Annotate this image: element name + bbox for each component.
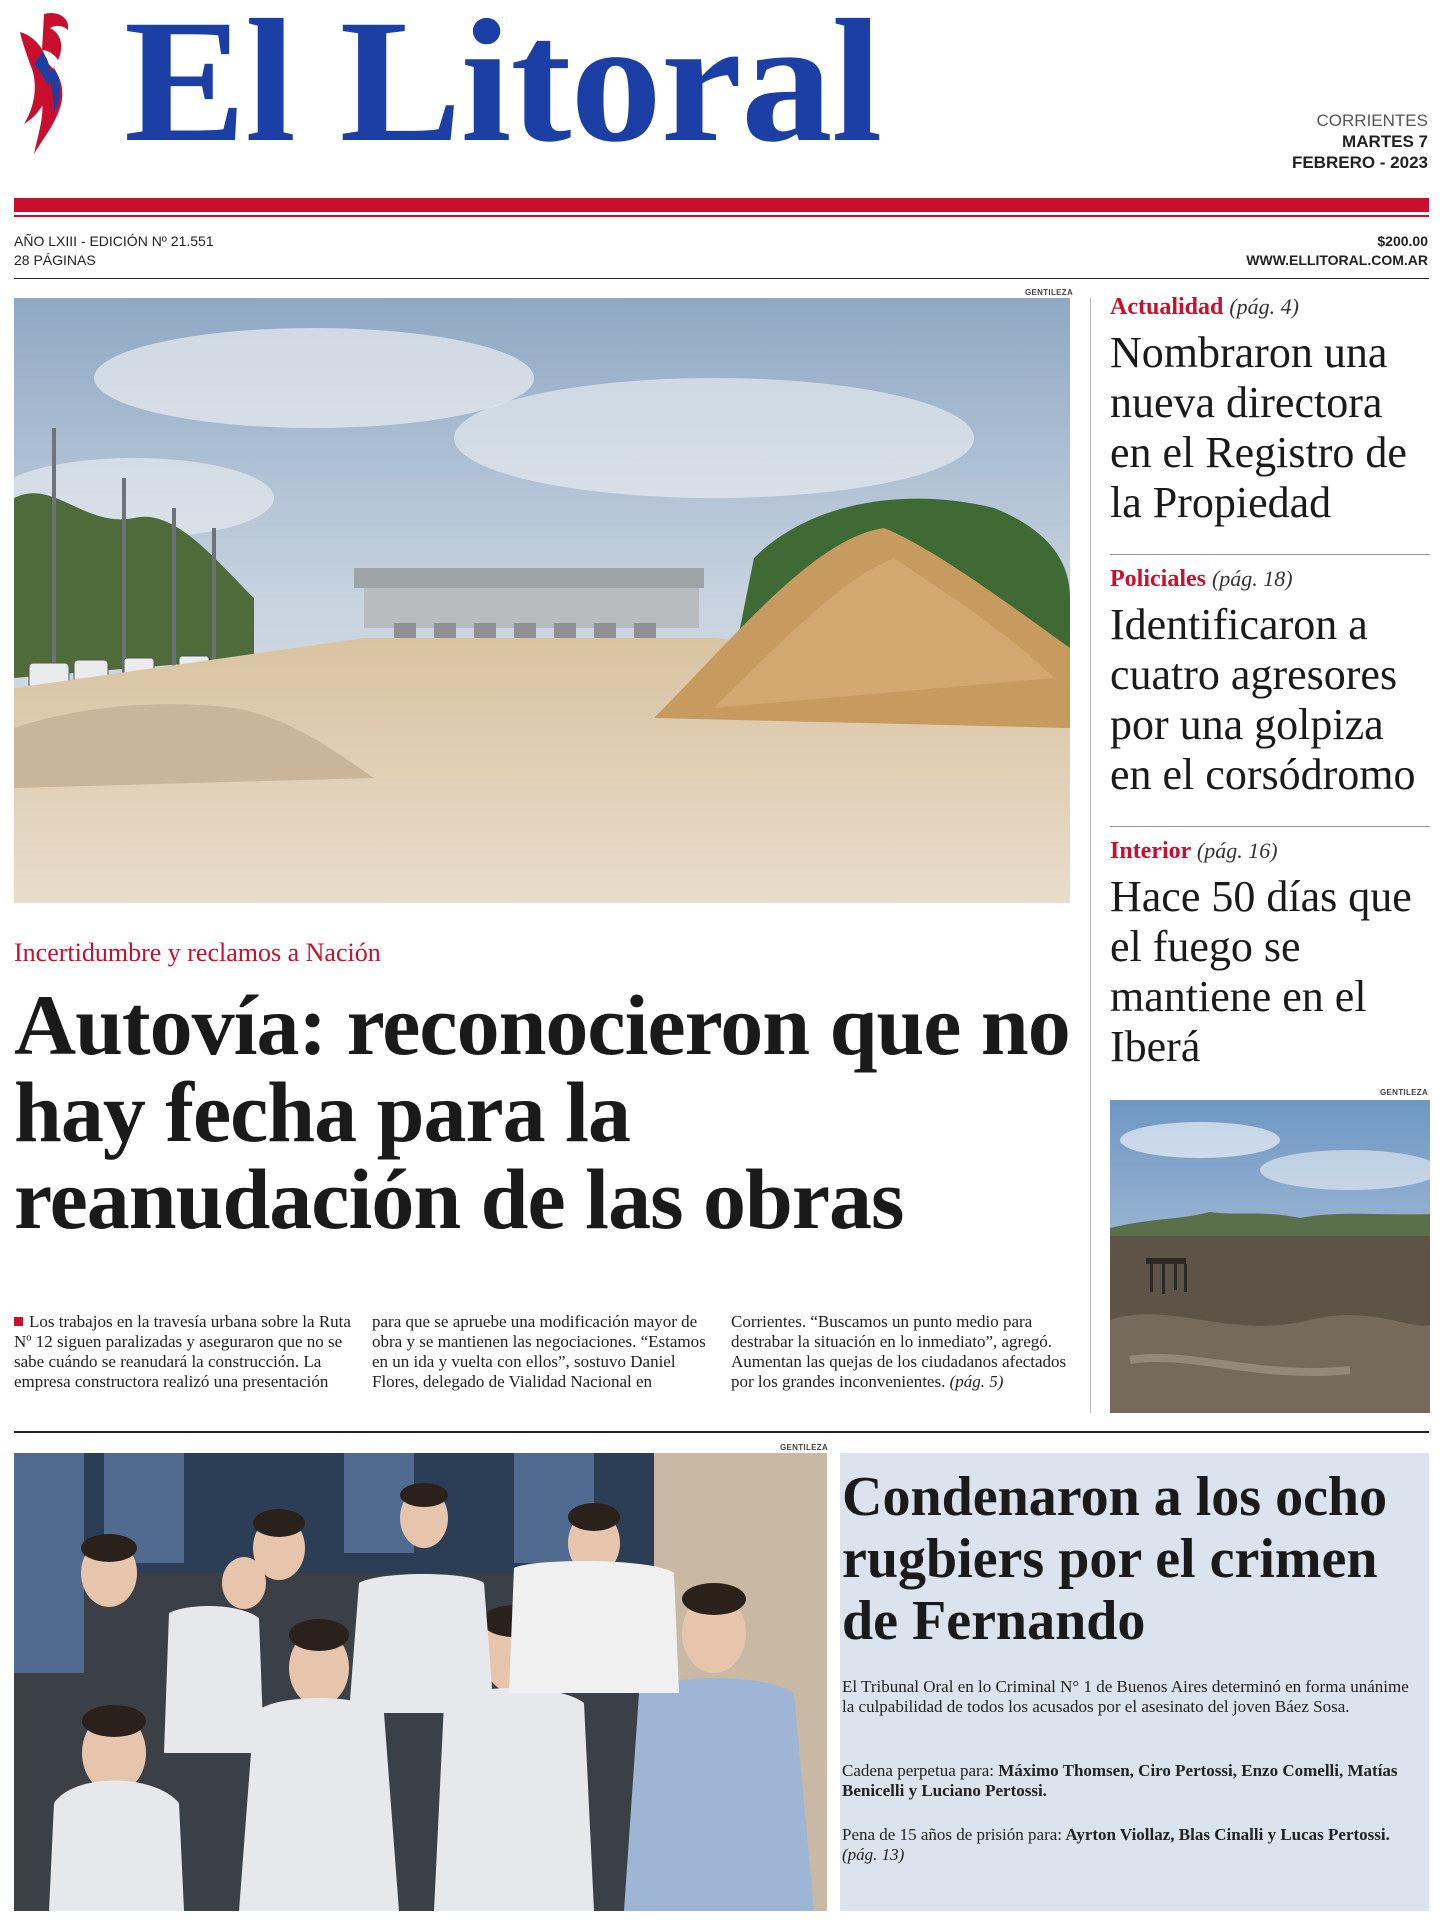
section-page-ref[interactable]: (pág. 18) (1211, 566, 1293, 591)
section-page-ref[interactable]: (pág. 4) (1229, 294, 1300, 319)
column-divider (1090, 298, 1091, 1413)
main-photo-credit: GENTILEZA (1025, 288, 1074, 297)
masthead-title: El Litoral (124, 0, 882, 179)
edition-city: CORRIENTES (1316, 111, 1428, 130)
bullet-icon (14, 1317, 23, 1326)
edition-month-year: FEBRERO - 2023 (1291, 153, 1428, 172)
section-name: Interior (1110, 838, 1191, 864)
main-photo-roadwork[interactable] (14, 298, 1070, 903)
section-label-actualidad (1110, 294, 1299, 321)
edition-date (1292, 110, 1428, 173)
sidebar-headline-actualidad[interactable]: Nombraron una nueva directora en el Registro de la Propiedad (1110, 328, 1407, 527)
price: $200.00 (1377, 233, 1428, 249)
main-page-ref[interactable]: (pág. 5) (949, 1372, 1004, 1391)
main-headline[interactable]: Autovía: reconocieron que no hay fecha para la reanudación de las obras (14, 977, 1070, 1247)
main-body-col1-text: Los trabajos en la travesía urbana sobre la Ruta Nº 12 siguen paralizadas y aseguraron que no se sabe cuándo se reanudará la construcción. La empresa constructora realizó una presentación (14, 1312, 351, 1391)
sidebar-headline-interior[interactable]: Hace 50 días que el fuego se mantiene en el Iberá (1110, 872, 1412, 1071)
bottom-headline[interactable]: Condenaron a los ocho rugbiers por el crimen de Fernando (842, 1466, 1388, 1652)
sentence-lead: Cadena perpetua para: (842, 1761, 994, 1780)
main-body-col1 (14, 1312, 352, 1392)
sidebar-rule (1110, 826, 1430, 827)
main-kicker: Incertidumbre y reclamos a Nación (14, 938, 381, 967)
bottom-dek: El Tribunal Oral en lo Criminal N° 1 de Buenos Aires determinó en forma unánime la culpabilidad de todos los acusados por el asesinato del joven Báez Sosa. (842, 1677, 1409, 1716)
bottom-photo-courtroom[interactable] (14, 1453, 827, 1911)
sidebar-rule (1110, 554, 1430, 555)
edition-meta (14, 232, 214, 270)
page-count: 28 PÁGINAS (14, 252, 96, 268)
bottom-sentence-15-years (842, 1825, 1412, 1865)
red-rule (14, 198, 1429, 212)
main-body-col2: para que se apruebe una modificación mayor de obra y se mantienen las negociaciones. “Estamos en un ida y vuelta con ellos”, sostuvo Daniel Flores, delegado de Vialidad Nacional en (372, 1312, 706, 1391)
section-page-ref[interactable]: (pág. 16) (1196, 838, 1278, 863)
section-name: Policiales (1110, 566, 1206, 592)
meta-rule (14, 278, 1429, 279)
edition-number: AÑO LXIII - EDICIÓN Nº 21.551 (14, 233, 214, 249)
edition-day: MARTES 7 (1342, 132, 1428, 151)
website-link[interactable]: WWW.ELLITORAL.COM.AR (1246, 252, 1428, 268)
main-body-col3-text: Corrientes. “Buscamos un punto medio para destrabar la situación en lo inmediato”, agregó. Aumentan las quejas de los ciudadanos afectados por los grandes inconvenientes. (731, 1312, 1067, 1391)
bottom-sentence-life (842, 1761, 1412, 1801)
price-and-website (1246, 232, 1428, 270)
bottom-section-rule (14, 1431, 1429, 1433)
sentence-names: Ayrton Viollaz, Blas Cinalli y Lucas Pertossi. (1065, 1825, 1390, 1844)
bottom-photo-credit: GENTILEZA (780, 1443, 829, 1452)
side-photo-credit: GENTILEZA (1380, 1088, 1429, 1097)
bottom-page-ref[interactable]: (pág. 13) (842, 1845, 905, 1864)
section-label-policiales (1110, 566, 1293, 593)
sentence-names: Máximo Thomsen, Ciro Pertossi, Enzo Comelli, Matías Benicelli y Luciano Pertossi. (842, 1761, 1398, 1800)
logo-bird-icon (14, 8, 72, 158)
section-label-interior (1110, 838, 1278, 865)
sidebar-headline-policiales[interactable]: Identificaron a cuatro agresores por una golpiza en el corsódromo (1110, 600, 1416, 799)
side-photo-burned-field[interactable] (1110, 1100, 1430, 1413)
section-name: Actualidad (1110, 294, 1224, 320)
sentence-lead: Pena de 15 años de prisión para: (842, 1825, 1062, 1844)
main-body-col3 (731, 1312, 1069, 1392)
thin-rule (14, 215, 1429, 217)
